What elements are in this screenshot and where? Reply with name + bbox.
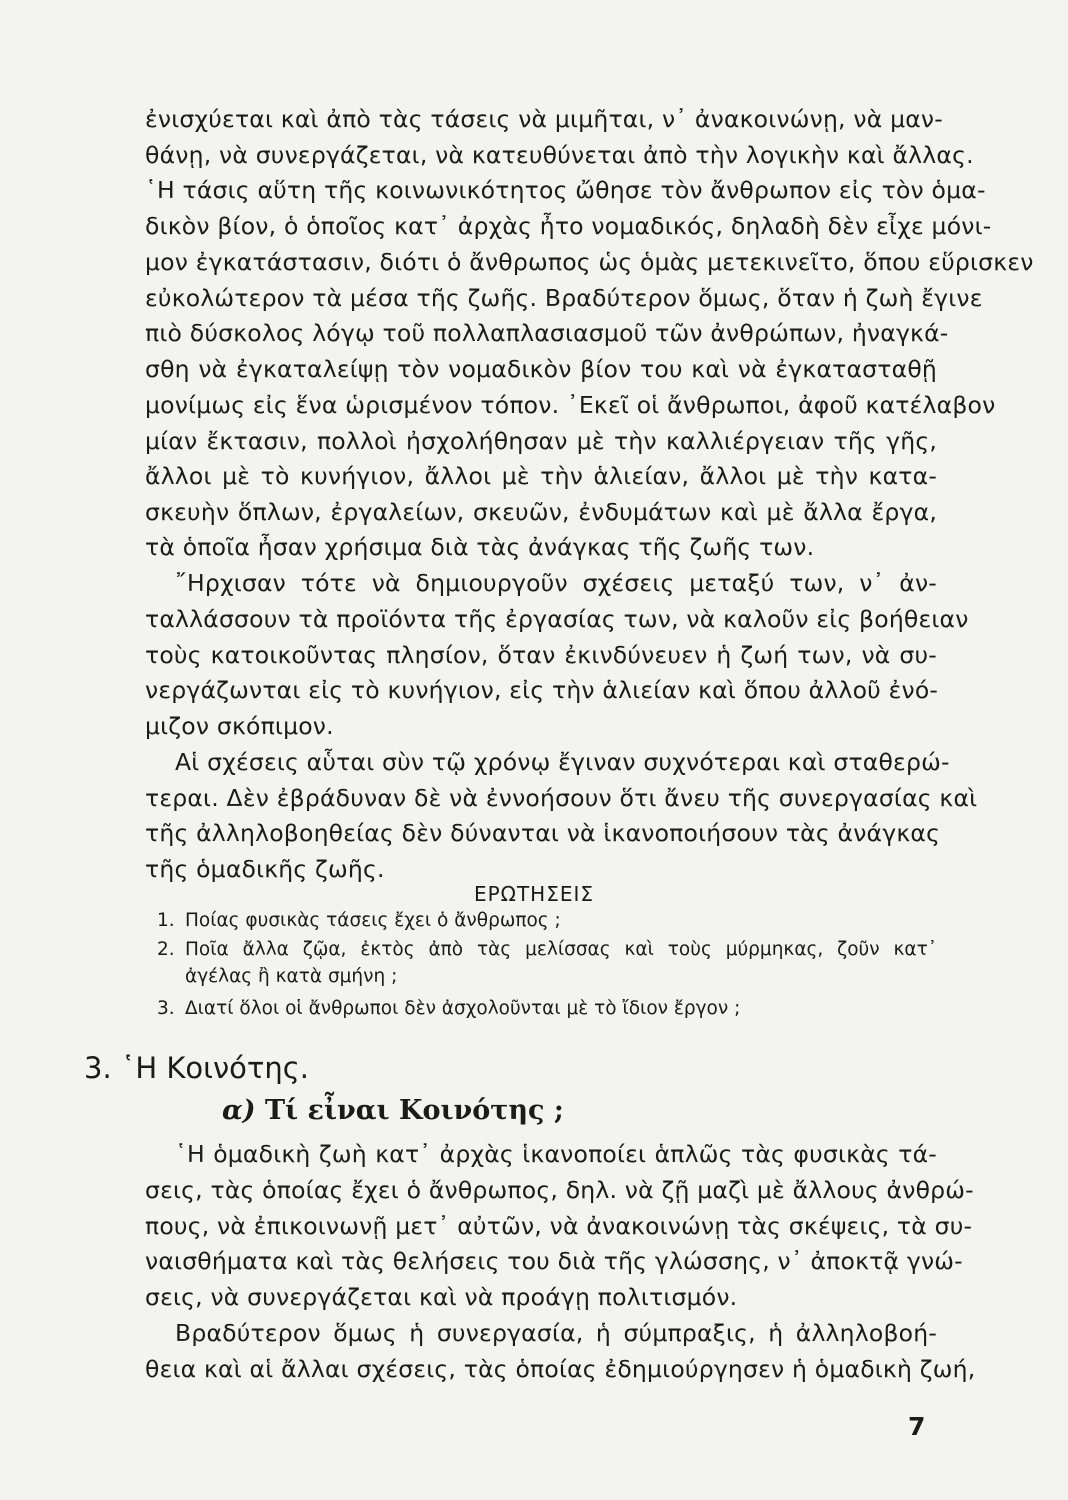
text-line: θάνῃ, νὰ συνεργάζεται, νὰ κατευθύνεται ἀπὸ τὴν λογικὴν καὶ ἄλλας. (145, 141, 974, 169)
text-line: μιζον σκόπιμον. (145, 712, 334, 740)
text-line: τεραι. Δὲν ἐβράδυναν δὲ νὰ ἐννοήσουν ὅτι ἄνευ τῆς συνεργασίας καὶ (145, 784, 978, 812)
text-line: ναισθήματα καὶ τὰς θελήσεις του διὰ τῆς γλώσσης, ν᾽ ἀποκτᾷ γνώ- (145, 1247, 963, 1275)
text-line: ἄλλοι μὲ τὸ κυνήγιον, ἄλλοι μὲ τὴν ἁλιείαν, ἄλλοι μὲ τὴν κατα- (145, 462, 937, 490)
text-line: πιὸ δύσκολος λόγῳ τοῦ πολλαπλασιασμοῦ τῶν ἀνθρώπων, ἠναγκά- (145, 319, 949, 347)
question-text: Ποῖα ἄλλα ζῷα, ἐκτὸς ἀπὸ τὰς μελίσσας καὶ τοὺς μύρμηκας, ζοῦν κατ᾽ (185, 939, 937, 960)
questions-heading: ΕΡΩΤΗΣΕΙΣ (473, 882, 595, 906)
text-line: νεργάζωνται εἰς τὸ κυνήγιον, εἰς τὴν ἁλιείαν καὶ ὅπου ἀλλοῦ ἐνό- (145, 676, 939, 704)
text-line: σεις, τὰς ὁποίας ἔχει ὁ ἄνθρωπος, δηλ. νὰ ζῇ μαζὶ μὲ ἄλλους ἀνθρώ- (145, 1176, 974, 1204)
question-text: Διατί ὅλοι οἱ ἄνθρωποι δὲν ἀσχολοῦνται μὲ τὸ ἴδιον ἔργον ; (185, 998, 741, 1019)
text-line: θεια καὶ αἱ ἄλλαι σχέσεις, τὰς ὁποίας ἐδημιούργησεν ἡ ὁμαδικὴ ζωή, (145, 1355, 976, 1383)
text-line: σθη νὰ ἐγκαταλείψῃ τὸν νομαδικὸν βίον του καὶ νὰ ἐγκατασταθῇ (145, 355, 937, 383)
text-line: μίαν ἔκτασιν, πολλοὶ ἠσχολήθησαν μὲ τὴν καλλιέργειαν τῆς γῆς, (145, 427, 937, 455)
text-line: ῾Η ὁμαδικὴ ζωὴ κατ᾽ ἀρχὰς ἱκανοποίει ἁπλῶς τὰς φυσικὰς τά- (175, 1140, 937, 1168)
section-title: 3. ῾Η Κοινότης. (84, 1051, 310, 1085)
text-line: Βραδύτερον ὅμως ἡ συνεργασία, ἡ σύμπραξις, ἡ ἀλληλοβοή- (175, 1319, 937, 1347)
subsection-label: α) (222, 1095, 256, 1126)
text-line: πους, νὰ ἐπικοινωνῇ μετ᾽ αὐτῶν, νὰ ἀνακοινώνῃ τὰς σκέψεις, τὰ συ- (145, 1212, 973, 1240)
text-line: μονίμως εἰς ἕνα ὡρισμένον τόπον. ᾽Εκεῖ οἱ ἄνθρωποι, ἀφοῦ κατέλαβον (145, 391, 996, 419)
text-line: ῎Ηρχισαν τότε νὰ δημιουργοῦν σχέσεις μεταξύ των, ν᾽ ἀν- (175, 569, 937, 597)
text-line: τοὺς κατοικοῦντας πλησίον, ὅταν ἐκινδύνευεν ἡ ζωή των, νὰ συ- (145, 641, 937, 669)
text-line: σεις, νὰ συνεργάζεται καὶ νὰ προάγῃ πολιτισμόν. (145, 1283, 738, 1311)
question-text-continued: ἀγέλας ἢ κατὰ σμήνη ; (185, 966, 398, 987)
question-number: 2. (157, 939, 175, 960)
text-line: σκευὴν ὅπλων, ἐργαλείων, σκευῶν, ἐνδυμάτων καὶ μὲ ἄλλα ἔργα, (145, 498, 937, 526)
text-line: Αἱ σχέσεις αὗται σὺν τῷ χρόνῳ ἔγιναν συχνότεραι καὶ σταθερώ- (175, 748, 950, 776)
subsection-title (222, 1094, 564, 1128)
question-number: 1. (157, 910, 175, 931)
text-line: τῆς ὁμαδικῆς ζωῆς. (145, 855, 385, 883)
text-line: δικὸν βίον, ὁ ὁποῖος κατ᾽ ἀρχὰς ἦτο νομαδικός, δηλαδὴ δὲν εἶχε μόνι- (145, 212, 992, 240)
text-line: ταλλάσσουν τὰ προϊόντα τῆς ἐργασίας των, νὰ καλοῦν εἰς βοήθειαν (145, 605, 969, 633)
page-number: 7 (908, 1412, 926, 1441)
subsection-text: Τί εἶναι Κοινότης ; (264, 1095, 564, 1126)
text-line: μον ἐγκατάστασιν, διότι ὁ ἄνθρωπος ὡς ὁμὰς μετεκινεῖτο, ὅπου εὕρισκεν (145, 248, 1034, 276)
question-number: 3. (157, 998, 175, 1019)
text-line: εὐκολώτερον τὰ μέσα τῆς ζωῆς. Βραδύτερον ὅμως, ὅταν ἡ ζωὴ ἔγινε (145, 284, 983, 312)
text-line: τὰ ὁποῖα ἦσαν χρήσιμα διὰ τὰς ἀνάγκας τῆς ζωῆς των. (145, 533, 815, 561)
text-line: τῆς ἀλληλοβοηθείας δὲν δύνανται νὰ ἱκανοποιήσουν τὰς ἀνάγκας (145, 819, 941, 847)
text-line: ἐνισχύεται καὶ ἀπὸ τὰς τάσεις νὰ μιμῆται, ν᾽ ἀνακοινώνῃ, νὰ μαν- (145, 105, 943, 133)
question-text: Ποίας φυσικὰς τάσεις ἔχει ὁ ἄνθρωπος ; (185, 910, 561, 931)
text-line: ῾Η τάσις αὕτη τῆς κοινωνικότητος ὤθησε τὸν ἄνθρωπον εἰς τὸν ὁμα- (145, 176, 986, 204)
